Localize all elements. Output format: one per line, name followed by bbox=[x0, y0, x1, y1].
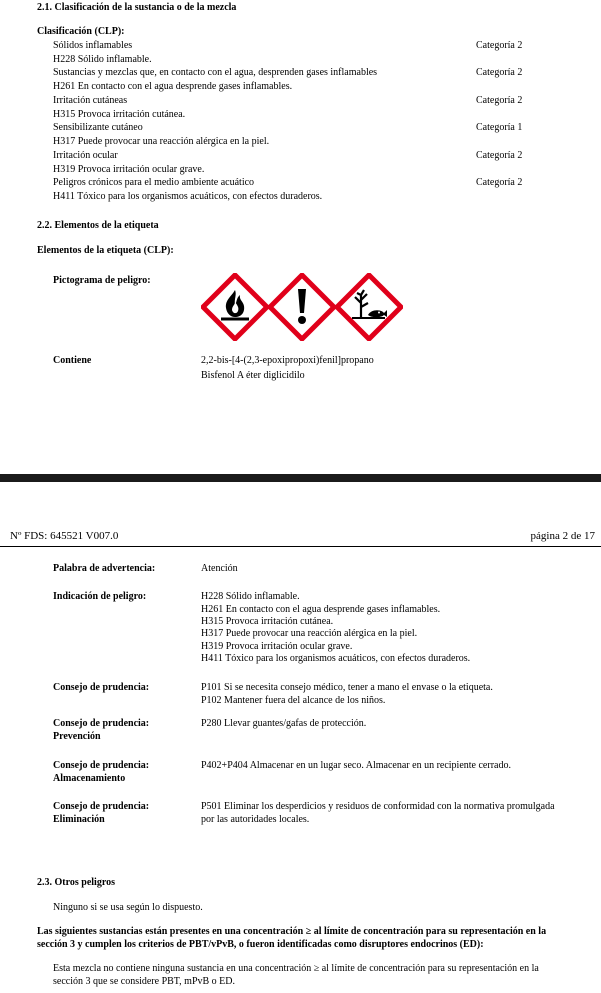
section-2-2-title: 2.2. Elementos de la etiqueta bbox=[37, 220, 159, 231]
precaution-line: P102 Mantener fuera del alcance de los niños. bbox=[201, 695, 386, 706]
hazard-category: Categoría 2 bbox=[476, 177, 523, 188]
precaution-disposal-line: P501 Eliminar los desperdicios y residuos de conformidad con la normativa promulgada bbox=[201, 801, 555, 812]
precaution-disposal-label: Consejo de prudencia: bbox=[53, 801, 150, 812]
hazard-statement: H228 Sólido inflamable. bbox=[53, 54, 152, 65]
precaution-prevention-sublabel: Prevención bbox=[53, 731, 101, 742]
other-hazards-text: Ninguno si se usa según lo dispuesto. bbox=[53, 902, 203, 913]
hazard-category: Categoría 2 bbox=[476, 67, 523, 78]
hazard-statement-line: H315 Provoca irritación cutánea. bbox=[201, 616, 334, 627]
hazard-statement: H317 Puede provocar una reacción alérgica en la piel. bbox=[53, 136, 270, 147]
hazard-category: Categoría 1 bbox=[476, 122, 523, 133]
signal-word-label: Palabra de advertencia: bbox=[53, 563, 156, 574]
label-elements-heading: Elementos de la etiqueta (CLP): bbox=[37, 245, 174, 256]
page-number: página 2 de 17 bbox=[530, 530, 595, 542]
hazard-statements-label: Indicación de peligro: bbox=[53, 591, 147, 602]
sds-number: Nº FDS: 645521 V007.0 bbox=[10, 530, 119, 542]
contains-line: 2,2-bis-[4-(2,3-epoxipropoxi)fenil]propano bbox=[201, 355, 374, 366]
hazard-class-name: Irritación cutáneas bbox=[53, 95, 128, 106]
signal-word: Atención bbox=[201, 563, 238, 574]
section-2-1-title: 2.1. Clasificación de la sustancia o de la mezcla bbox=[37, 2, 237, 13]
header-divider bbox=[0, 546, 601, 547]
hazard-category: Categoría 2 bbox=[476, 95, 523, 106]
precaution-prevention-text: P280 Llevar guantes/gafas de protección. bbox=[201, 718, 367, 729]
precaution-disposal-line: por las autoridades locales. bbox=[201, 814, 310, 825]
precaution-line: P101 Si se necesita consejo médico, tener a mano el envase o la etiqueta. bbox=[201, 682, 493, 693]
mixture-statement-line: sección 3 que se considere PBT, mPvB o ED. bbox=[53, 976, 236, 987]
hazard-class-name: Sólidos inflamables bbox=[53, 40, 133, 51]
hazard-statement-line: H228 Sólido inflamable. bbox=[201, 591, 300, 602]
pbt-statement-line: sección 3 y cumplen los criterios de PBT/vPvB, o fueron identificadas como disruptores endocrinos (ED): bbox=[37, 939, 484, 950]
classification-heading: Clasificación (CLP): bbox=[37, 26, 125, 37]
contains-label: Contiene bbox=[53, 355, 92, 366]
contains-line: Bisfenol A éter diglicidilo bbox=[201, 370, 305, 381]
hazard-class-name: Sensibilizante cutáneo bbox=[53, 122, 143, 133]
environment-icon bbox=[335, 273, 403, 341]
page-break bbox=[0, 474, 601, 482]
hazard-statement: H261 En contacto con el agua desprende gases inflamables. bbox=[53, 81, 293, 92]
pictogram-label: Pictograma de peligro: bbox=[53, 275, 151, 286]
mixture-statement-line: Esta mezcla no contiene ninguna sustancia en una concentración ≥ al límite de concentración para su representación en la bbox=[53, 963, 539, 974]
precaution-prevention-label: Consejo de prudencia: bbox=[53, 718, 150, 729]
hazard-category: Categoría 2 bbox=[476, 40, 523, 51]
hazard-category: Categoría 2 bbox=[476, 150, 523, 161]
hazard-class-name: Sustancias y mezclas que, en contacto con el agua, desprenden gases inflamables bbox=[53, 67, 378, 78]
flame-icon bbox=[201, 273, 269, 341]
precaution-storage-sublabel: Almacenamiento bbox=[53, 773, 126, 784]
precaution-storage-label: Consejo de prudencia: bbox=[53, 760, 150, 771]
precaution-general-label: Consejo de prudencia: bbox=[53, 682, 150, 693]
hazard-statement-line: H317 Puede provocar una reacción alérgica en la piel. bbox=[201, 628, 418, 639]
hazard-statement-line: H319 Provoca irritación ocular grave. bbox=[201, 641, 353, 652]
hazard-statement-line: H261 En contacto con el agua desprende gases inflamables. bbox=[201, 604, 441, 615]
hazard-statement: H411 Tóxico para los organismos acuáticos, con efectos duraderos. bbox=[53, 191, 323, 202]
hazard-statement: H315 Provoca irritación cutánea. bbox=[53, 109, 186, 120]
precaution-storage-text: P402+P404 Almacenar en un lugar seco. Almacenar en un recipiente cerrado. bbox=[201, 760, 511, 771]
hazard-class-name: Irritación ocular bbox=[53, 150, 118, 161]
section-2-3-title: 2.3. Otros peligros bbox=[37, 877, 115, 888]
exclamation-mark-icon bbox=[268, 273, 336, 341]
hazard-statement-line: H411 Tóxico para los organismos acuáticos, con efectos duraderos. bbox=[201, 653, 471, 664]
hazard-statement: H319 Provoca irritación ocular grave. bbox=[53, 164, 205, 175]
hazard-class-name: Peligros crónicos para el medio ambiente acuático bbox=[53, 177, 255, 188]
precaution-disposal-sublabel: Eliminación bbox=[53, 814, 105, 825]
pbt-statement-line: Las siguientes sustancias están presentes en una concentración ≥ al límite de concentración para su representación en la bbox=[37, 926, 547, 937]
